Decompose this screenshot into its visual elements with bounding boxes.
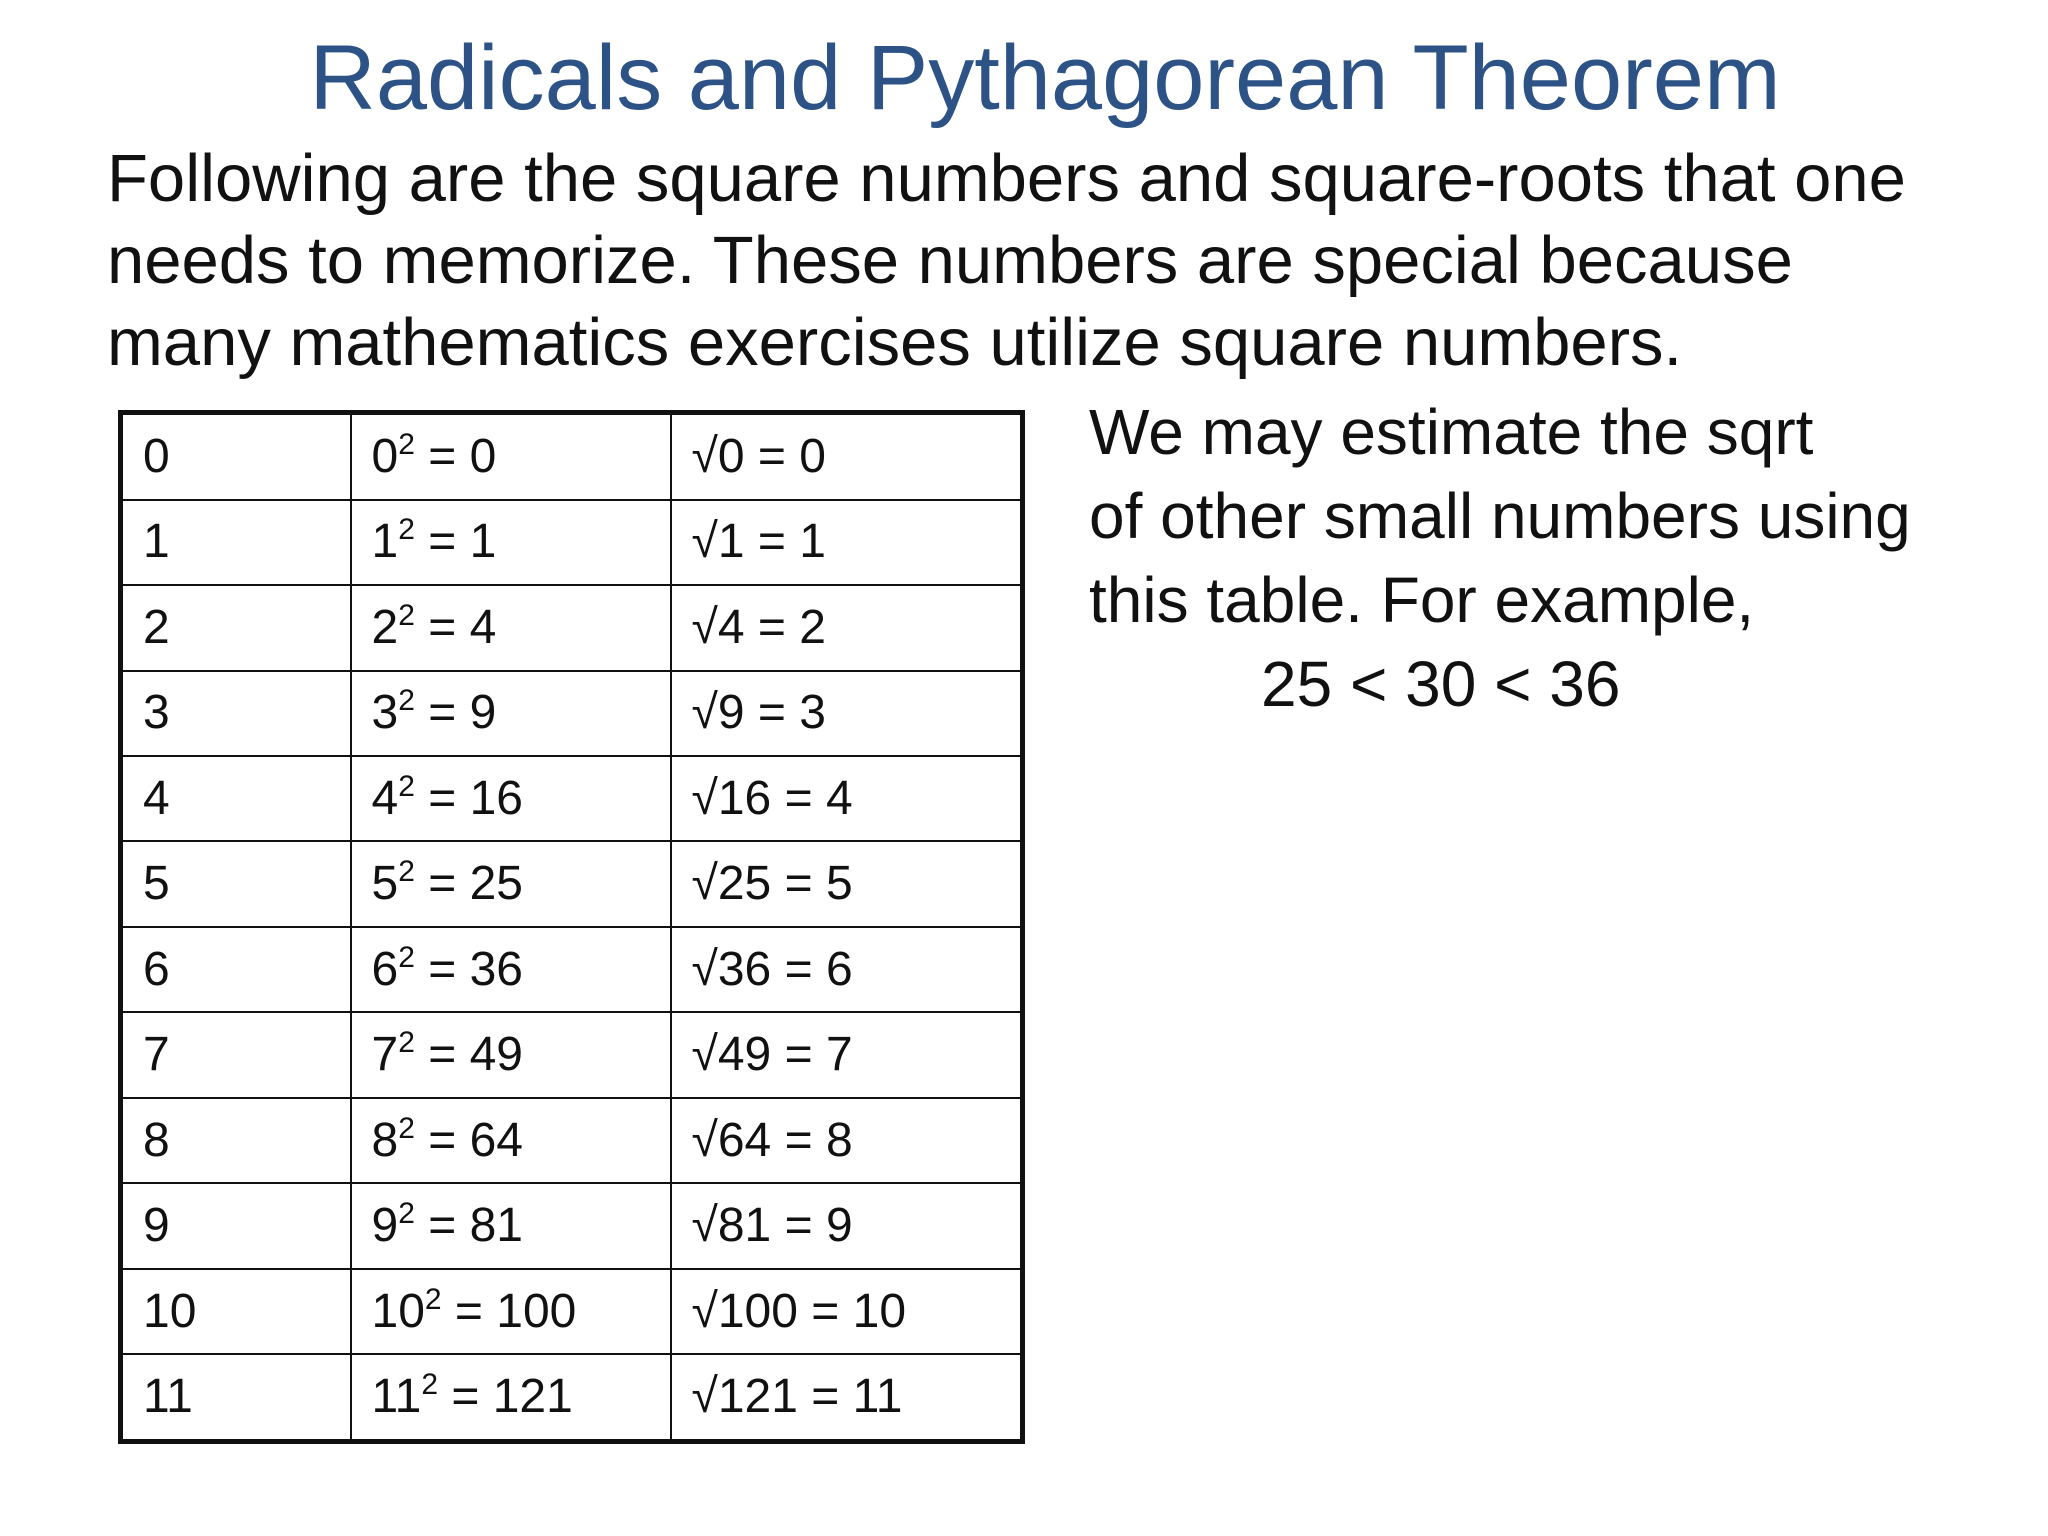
root-cell: √100 = 10 [671,1269,1023,1354]
root-cell: √4 = 2 [671,585,1023,670]
square-result: = 49 [414,1028,523,1082]
square-base: 5 [371,857,399,911]
estimate-line-1: We may estimate the sqrt [1089,396,1814,468]
square-exponent: 2 [398,598,415,632]
square-base: 7 [371,1028,399,1082]
root-cell: √16 = 4 [671,756,1023,841]
square-cell [351,413,671,500]
slide-title: Radicals and Pythagorean Theorem [309,27,1781,129]
number-cell: 9 [121,1183,351,1268]
square-base: 10 [371,1284,425,1338]
square-base: 9 [371,1199,399,1253]
root-cell: √9 = 3 [671,671,1023,756]
table-row [121,413,1023,500]
root-cell: √1 = 1 [671,500,1023,585]
square-exponent: 2 [398,513,415,547]
square-cell [351,500,671,585]
square-cell [351,1012,671,1097]
square-cell [351,1183,671,1268]
square-result: = 1 [414,515,497,569]
square-exponent: 2 [398,855,415,889]
number-cell: 1 [121,500,351,585]
square-cell [351,671,671,756]
square-exponent: 2 [398,684,415,718]
square-exponent: 2 [424,1282,442,1316]
number-cell: 8 [121,1098,351,1183]
square-cell [351,1098,671,1183]
table-row [121,585,1023,670]
square-cell [351,927,671,1012]
square-base: 11 [371,1370,422,1424]
number-cell: 4 [121,756,351,841]
square-base: 0 [371,429,399,483]
square-base: 4 [371,771,399,825]
estimate-line-2: of other small numbers using [1089,480,1911,552]
square-cell [351,1269,671,1354]
estimate-example: 25 < 30 < 36 [1261,648,1621,720]
estimate-line-3: this table. For example, [1089,564,1755,636]
number-cell: 6 [121,927,351,1012]
root-cell: √36 = 6 [671,927,1023,1012]
table-row [121,1269,1023,1354]
square-result: = 25 [414,857,523,911]
intro-line-1: Following are the square numbers and square-roots that one [107,141,1906,216]
estimate-note [1089,390,2039,726]
square-result: = 81 [414,1199,523,1253]
square-result: = 121 [438,1370,573,1424]
square-exponent: 2 [398,1111,415,1145]
number-cell: 7 [121,1012,351,1097]
root-cell: √121 = 11 [671,1354,1023,1441]
number-cell: 0 [121,413,351,500]
square-result: = 64 [414,1113,523,1167]
intro-line-2: needs to memorize. These numbers are special because [107,223,1793,298]
intro-paragraph [107,138,2007,384]
square-base: 8 [371,1113,399,1167]
table-row [121,841,1023,926]
square-exponent: 2 [398,940,415,974]
root-cell: √64 = 8 [671,1098,1023,1183]
number-cell: 5 [121,841,351,926]
square-result: = 16 [414,771,523,825]
root-cell: √25 = 5 [671,841,1023,926]
square-base: 6 [371,942,399,996]
square-base: 2 [371,600,399,654]
table-row [121,1098,1023,1183]
table-row [121,927,1023,1012]
table-row [121,756,1023,841]
square-result: = 36 [414,942,523,996]
square-cell [351,585,671,670]
square-exponent: 2 [421,1368,439,1402]
square-cell [351,841,671,926]
number-cell: 10 [121,1269,351,1354]
square-result: = 100 [441,1284,577,1338]
square-cell [351,1354,671,1441]
squares-table [118,410,1025,1444]
table-row [121,1183,1023,1268]
root-cell: √0 = 0 [671,413,1023,500]
root-cell: √81 = 9 [671,1183,1023,1268]
square-base: 3 [371,686,399,740]
number-cell: 3 [121,671,351,756]
table-row [121,500,1023,585]
table-row [121,1012,1023,1097]
square-exponent: 2 [398,769,415,803]
number-cell: 11 [121,1354,351,1441]
table-row [121,1354,1023,1441]
table-row [121,671,1023,756]
square-result: = 4 [414,600,497,654]
root-cell: √49 = 7 [671,1012,1023,1097]
square-exponent: 2 [398,1197,415,1231]
square-base: 1 [371,515,399,569]
square-exponent: 2 [398,1026,415,1060]
square-cell [351,756,671,841]
square-result: = 0 [414,429,497,483]
square-result: = 9 [414,686,497,740]
number-cell: 2 [121,585,351,670]
square-exponent: 2 [398,427,415,461]
intro-line-3: many mathematics exercises utilize square numbers. [107,305,1683,380]
